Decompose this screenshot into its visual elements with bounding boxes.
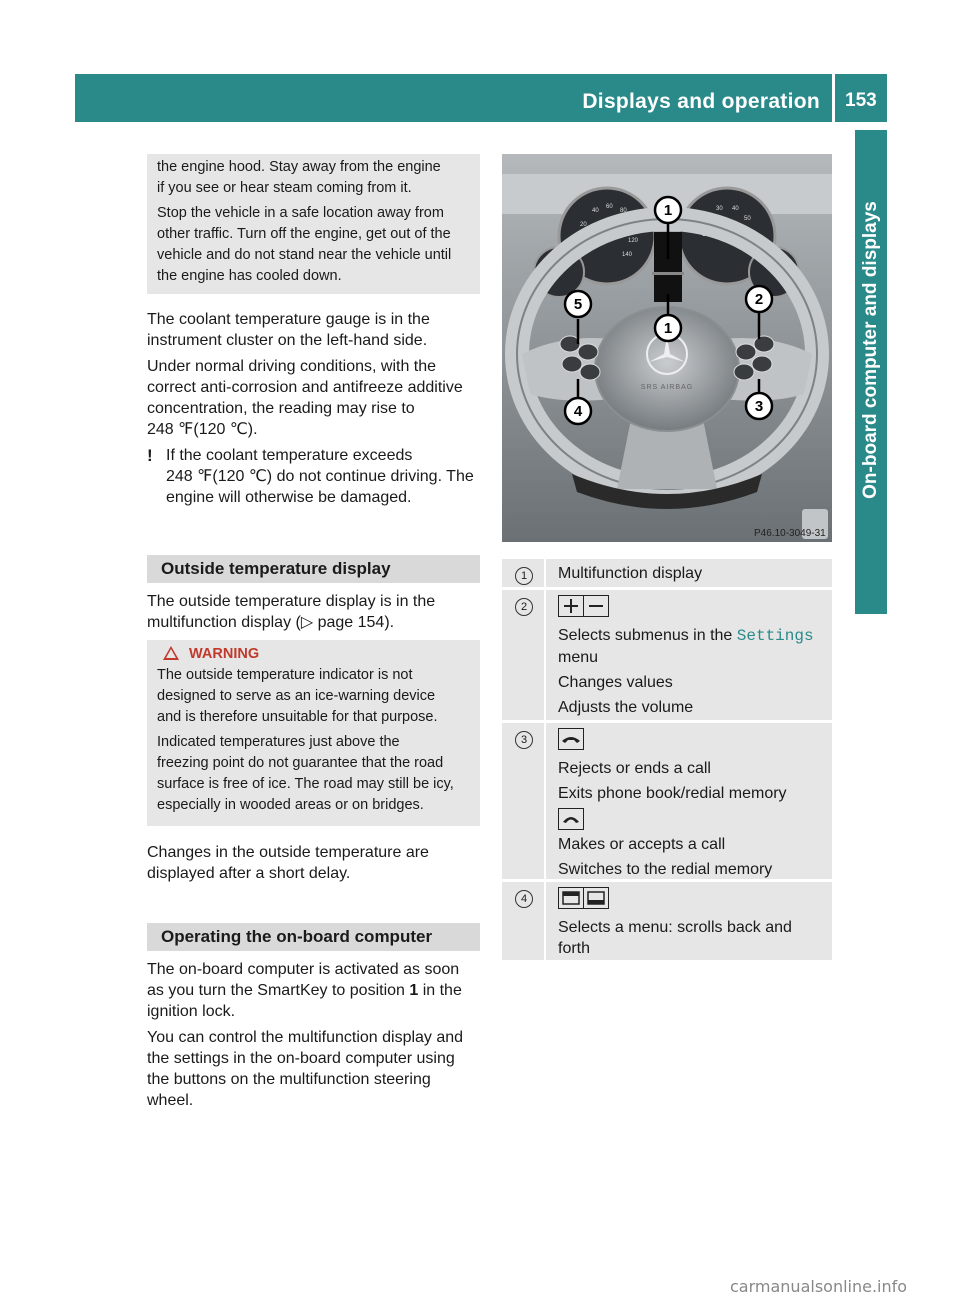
- row-number: 4: [502, 882, 546, 960]
- section-heading-onboard: Operating the on-board computer: [147, 923, 480, 951]
- text-line: [147, 980, 487, 1001]
- footer-watermark: carmanualsonline.info: [730, 1277, 908, 1296]
- warning-line: designed to serve as an ice-warning device: [157, 688, 436, 704]
- gauge-tick: 20: [706, 216, 713, 222]
- text-line: the settings in the on-board computer using: [147, 1050, 455, 1067]
- svg-text:1: 1: [663, 202, 673, 219]
- gauge-tick: 140: [622, 252, 633, 258]
- figure-code: P46.10-3049-31: [754, 528, 826, 539]
- callout-3: [746, 393, 772, 419]
- callout-4: [565, 398, 591, 424]
- plus-key-icon: [558, 595, 584, 617]
- table-row: [502, 723, 832, 879]
- text-line: Switches to the redial memory: [558, 861, 773, 878]
- airbag-label: SRS AIRBAG: [640, 384, 694, 391]
- warning-title: WARNING: [189, 646, 260, 662]
- position-number: 1: [409, 982, 419, 999]
- end-call-icon: [558, 728, 584, 750]
- key-icons: [558, 595, 822, 619]
- text-line: the buttons on the multifunction steering: [147, 1071, 431, 1088]
- text-line: instrument cluster on the left-hand side.: [147, 332, 428, 349]
- warning-line: especially in wooded areas or on bridges.: [157, 797, 424, 813]
- section-heading-outside-temp: Outside temperature display: [147, 555, 480, 583]
- callout-1-center: [655, 315, 681, 341]
- intro-line: if you see or hear steam coming from it.: [157, 180, 412, 196]
- row-description: [548, 590, 832, 720]
- text-line: The coolant temperature gauge is in the: [147, 311, 430, 328]
- paragraph-onboard: [147, 959, 487, 1111]
- text-line: Rejects or ends a call: [558, 760, 711, 777]
- note-line: If the coolant temperature exceeds: [166, 447, 413, 464]
- text-line: multifunction display (▷ page 154).: [147, 614, 395, 631]
- text-line: Changes values: [558, 674, 673, 691]
- text-line: The outside temperature display is in the: [147, 593, 436, 610]
- settings-menu-label: Settings: [736, 627, 814, 645]
- paragraph-delay: [147, 842, 487, 884]
- side-tab: [855, 130, 887, 570]
- svg-text:5: 5: [573, 296, 583, 313]
- callout-5: [565, 291, 591, 317]
- svg-text:2: 2: [754, 291, 764, 308]
- gauge-tick: 20: [580, 222, 587, 228]
- page-title: Displays and operation: [582, 90, 820, 113]
- menu-forward-icon: [583, 887, 609, 909]
- accept-call-icon: [558, 808, 584, 830]
- text-line: Makes or accepts a call: [558, 836, 726, 853]
- side-tab-marker: [855, 570, 887, 614]
- paragraph-outside-temp: [147, 591, 487, 633]
- row-number: 2: [502, 590, 546, 720]
- text-line: menu: [558, 649, 599, 666]
- text-line: wheel.: [147, 1092, 194, 1109]
- text-line: correct anti-corrosion and antifreeze additive: [147, 379, 463, 396]
- note-line: engine will otherwise be damaged.: [166, 489, 412, 506]
- intro-line: the engine hood. Stay away from the engine: [157, 159, 441, 175]
- page-number: 153: [845, 90, 877, 111]
- table-row: [502, 882, 832, 960]
- row-description: [548, 723, 832, 879]
- gauge-tick: 30: [716, 206, 723, 212]
- text-line: You can control the multifunction display and: [147, 1029, 464, 1046]
- warning-line: Indicated temperatures just above the: [157, 734, 400, 750]
- text-line: forth: [558, 940, 591, 957]
- intro-line: other traffic. Turn off the engine, get out of the: [157, 226, 451, 242]
- callout-1-top: [655, 197, 681, 223]
- warning-line: and is therefore unsuitable for that purpose.: [157, 709, 438, 725]
- warning-line: The outside temperature indicator is not: [157, 667, 413, 683]
- note-line: 248 ℉(120 ℃) do not continue driving. The: [166, 468, 474, 485]
- table-row: [502, 559, 832, 587]
- row-description: [548, 882, 832, 960]
- row-number: 3: [502, 723, 546, 879]
- table-row: [502, 590, 832, 720]
- row-description: Multifunction display: [548, 559, 832, 587]
- warning-line: surface is free of ice. The road may still be icy,: [157, 776, 454, 792]
- callout-2: [746, 286, 772, 312]
- menu-keys: [558, 887, 822, 911]
- gauge-tick: 10: [702, 232, 709, 238]
- text-span: Selects submenus in the: [558, 627, 737, 644]
- text-line: Changes in the outside temperature are: [147, 844, 429, 861]
- gauge-tick: 60: [606, 204, 613, 210]
- warning-box: [147, 640, 480, 826]
- note-mark: !: [147, 446, 153, 465]
- steering-wheel-figure: [502, 154, 832, 542]
- gauge-tick: 60: [748, 232, 755, 238]
- text-line: Selects a menu: scrolls back and: [558, 919, 792, 936]
- gauge-tick: 120: [628, 238, 639, 244]
- gauge-tick: 80: [620, 208, 627, 214]
- text-span: as you turn the SmartKey to position: [147, 982, 410, 999]
- svg-text:4: 4: [573, 403, 583, 420]
- intro-line: the engine has cooled down.: [157, 268, 342, 284]
- svg-text:1: 1: [663, 320, 673, 337]
- intro-line: vehicle and do not stand near the vehicle until: [157, 247, 452, 263]
- text-span: in the: [418, 982, 462, 999]
- gauge-tick: 50: [744, 216, 751, 222]
- text-line: ignition lock.: [147, 1003, 236, 1020]
- column-divider: [544, 559, 546, 960]
- gauge-tick: 100: [628, 222, 639, 228]
- text-line: concentration, the reading may rise to: [147, 400, 415, 417]
- svg-text:3: 3: [754, 398, 764, 415]
- text-line: displayed after a short delay.: [147, 865, 351, 882]
- text-line: Adjusts the volume: [558, 699, 694, 716]
- paragraph-coolant: [147, 309, 487, 508]
- accept-call-key: [558, 808, 822, 832]
- text-line: The on-board computer is activated as soon: [147, 961, 460, 978]
- intro-box: [147, 154, 480, 294]
- menu-back-icon: [558, 887, 584, 909]
- header-divider: [832, 74, 835, 122]
- row-number: 1: [502, 559, 546, 587]
- side-tab-label: On-board computer and displays: [860, 201, 881, 499]
- text-line: Under normal driving conditions, with the: [147, 358, 437, 375]
- intro-line: Stop the vehicle in a safe location away from: [157, 205, 444, 221]
- end-call-key: [558, 728, 822, 752]
- gauge-tick: 40: [732, 206, 739, 212]
- steering-wheel-illustration: [502, 154, 832, 542]
- text-line: 248 ℉(120 ℃).: [147, 421, 258, 438]
- gauge-tick: 40: [592, 208, 599, 214]
- minus-key-icon: [583, 595, 609, 617]
- warning-line: freezing point do not guarantee that the road: [157, 755, 444, 771]
- text-line: Exits phone book/redial memory: [558, 785, 787, 802]
- warning-icon: [163, 646, 179, 660]
